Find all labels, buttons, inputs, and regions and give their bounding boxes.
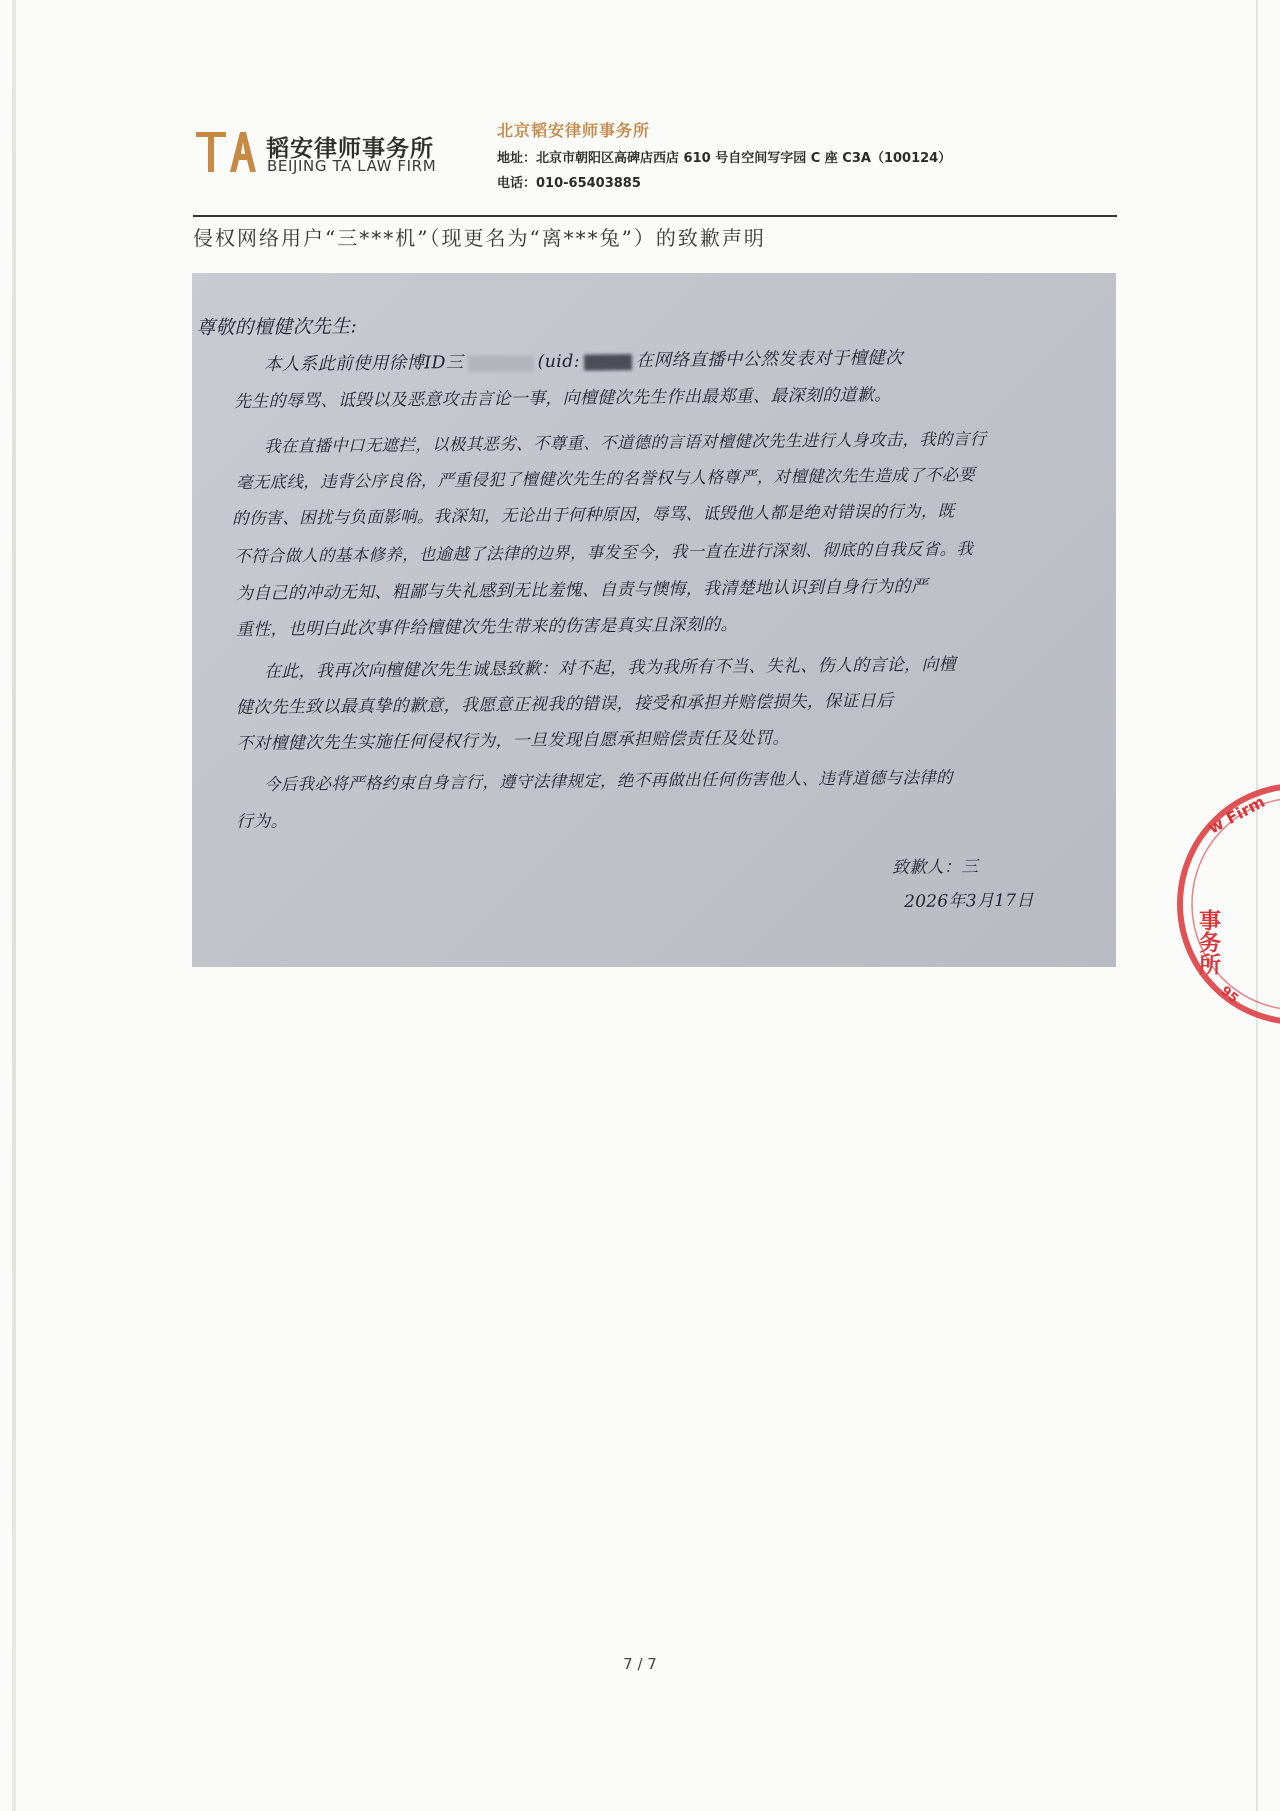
header-divider	[193, 215, 1117, 217]
page-number: 7 / 7	[623, 1655, 657, 1673]
letter-line: 先生的辱骂、诋毁以及恶意攻击言论一事，向檀健次先生作出最郑重、最深刻的道歉。	[233, 385, 892, 412]
letter-line: 本人系此前使用徐博ID三 (uid: 在网络直播中公然发表对于檀健次	[263, 348, 903, 375]
letter-line: 在此，我再次向檀健次先生诚恳致歉：对不起，我为我所有不当、失礼、伤人的言论，向檀	[263, 654, 957, 682]
letter-line: 的伤害、困扰与负面影响。我深知，无论出于何种原因，辱骂、诋毁他人都是绝对错误的行为，既	[231, 501, 955, 528]
letter-date: 2026年3月17日	[903, 890, 1034, 912]
office-name: 北京韬安律师事务所	[497, 121, 651, 140]
red-seal-stamp	[1168, 774, 1280, 1034]
letter-line: 今后我必将严格约束自身言行，遵守法律规定，绝不再做出任何伤害他人、违背道德与法律的	[263, 767, 953, 794]
letter-signature: 致歉人：三	[891, 857, 979, 878]
letter-line: 重性，也明白此次事件给檀健次先生带来的伤害是真实且深刻的。	[235, 614, 738, 640]
letter-line: 为自己的冲动无知、粗鄙与失礼感到无比羞愧、自责与懊悔，我清楚地认识到自身行为的严	[235, 576, 929, 604]
letterhead-contact	[497, 118, 951, 191]
firm-name-en: BEIJING TA LAW FIRM	[267, 157, 437, 175]
seal-number: 95	[1217, 983, 1241, 1007]
firm-name-cn: 韬安律师事务所	[266, 136, 434, 162]
redacted-mark	[467, 355, 533, 372]
office-address: 地址：北京市朝阳区高碑店西店 610 号自空间写字园 C 座 C3A（100124）	[497, 151, 952, 166]
office-phone: 电话：010-65403885	[497, 176, 641, 191]
letter-line: 毫无底线，违背公序良俗，严重侵犯了檀健次先生的名誉权与人格尊严，对檀健次先生造成了不必要	[235, 465, 976, 492]
handwritten-letter	[192, 273, 1116, 967]
seal-text-cn: 事务所	[1195, 909, 1221, 975]
seal-text-en: w Firm	[1204, 791, 1269, 838]
document-title: 侵权网络用户“三***机”（现更名为“离***兔”）的致歉声明	[193, 226, 766, 250]
handwritten-letter-photo	[192, 273, 1116, 967]
redacted-mark	[584, 354, 632, 371]
firm-logo	[196, 128, 258, 176]
letter-salutation: 尊敬的檀健次先生:	[195, 315, 358, 339]
letter-line: 不符合做人的基本修养，也逾越了法律的边界，事发至今，我一直在进行深刻、彻底的自我反省。我	[233, 539, 974, 566]
scan-edge	[12, 0, 16, 1811]
letter-line: 行为。	[235, 811, 289, 832]
letter-line: 不对檀健次先生实施任何侵权行为，一旦发现自愿承担赔偿责任及处罚。	[235, 728, 790, 754]
letter-line: 我在直播中口无遮拦，以极其恶劣、不尊重、不道德的言语对檀健次先生进行人身攻击，我的言行	[263, 429, 987, 456]
letter-line: 健次先生致以最真挚的歉意，我愿意正视我的错误，接受和承担并赔偿损失，保证日后	[235, 691, 894, 718]
